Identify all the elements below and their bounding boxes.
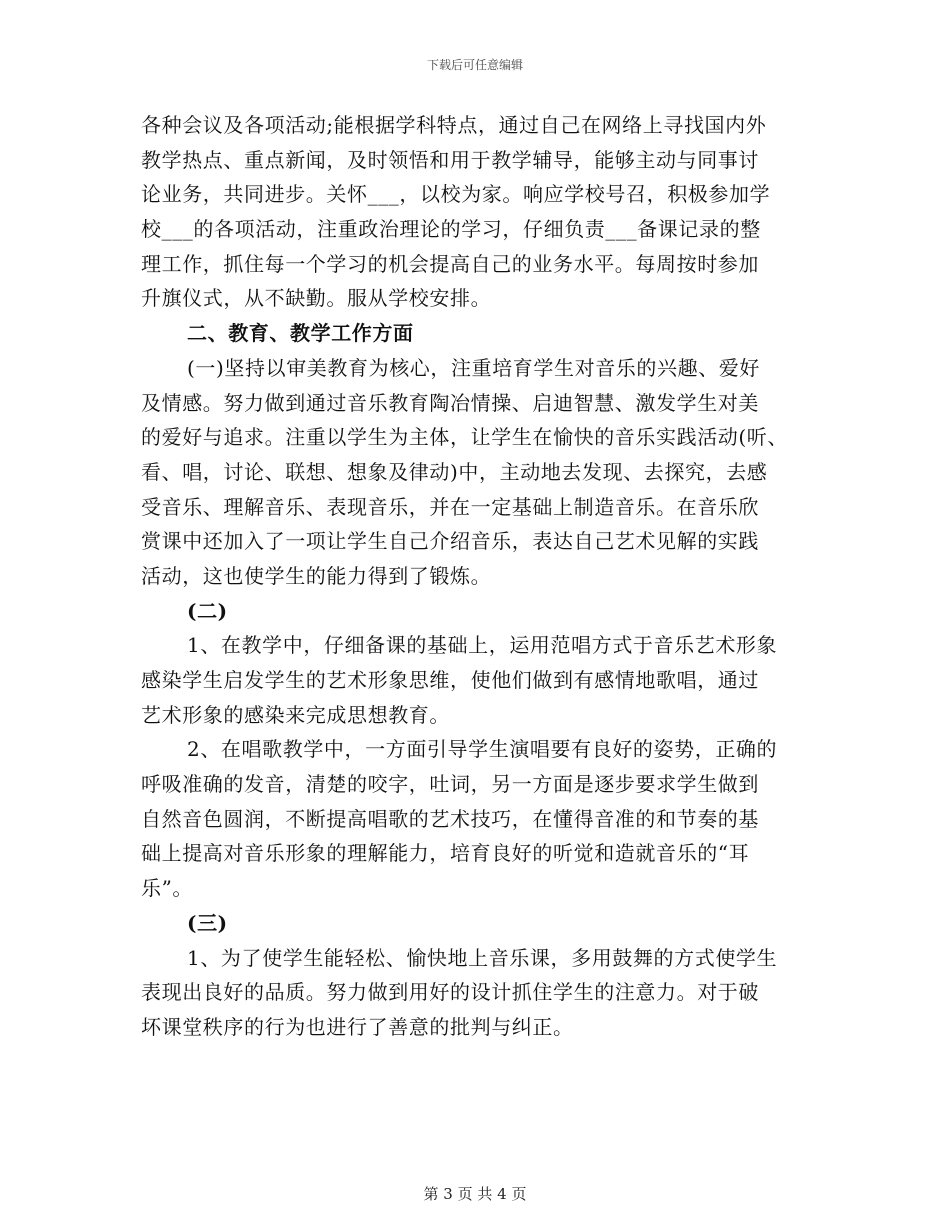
text-line: 自然音色圆润，不断提高唱歌的艺术技巧，在懂得音准的和节奏的基 (141, 806, 759, 831)
text-line: 的爱好与追求。注重以学生为主体，让学生在愉快的音乐实践活动(听、 (141, 425, 789, 450)
text-line: 2、在唱歌教学中，一方面引导学生演唱要有良好的姿势，正确的 (187, 737, 778, 762)
text-line: 看、唱，讨论、联想、想象及律动)中，主动地去发现、去探究，去感 (141, 459, 768, 484)
text-line: 1、在教学中，仔细备课的基础上，运用范唱方式于音乐艺术形象 (187, 633, 778, 658)
text-line: 础上提高对音乐形象的理解能力，培育良好的听觉和造就音乐的“耳 (141, 841, 750, 866)
page-footer: 第 3 页 共 4 页 (423, 1185, 527, 1203)
text-line: 1、为了使学生能轻松、愉快地上音乐课，多用鼓舞的方式使学生 (187, 945, 778, 970)
text-line: 论业务，共同进步。关怀___，以校为家。响应学校号召，积极参加学 (141, 182, 771, 207)
text-line: 感染学生启发学生的艺术形象思维，使他们做到有感情地歌唱，通过 (141, 668, 759, 692)
text-line: (一)坚持以审美教育为核心，注重培育学生对音乐的兴趣、爱好 (187, 355, 761, 380)
text-line: 表现出良好的品质。努力做到用好的设计抓住学生的注意力。对于破 (141, 980, 759, 1005)
text-line: 理工作，抓住每一个学习的机会提高自己的业务水平。每周按时参加 (141, 251, 759, 276)
text-line: 各种会议及各项活动;能根据学科特点，通过自己在网络上寻找国内外 (141, 113, 767, 137)
text-line: 教学热点、重点新闻，及时领悟和用于教学辅导，能够主动与同事讨 (141, 147, 759, 172)
text-line: 校___的各项活动，注重政治理论的学习，仔细负责___备课记录的整 (141, 217, 761, 242)
text-line: 升旗仪式，从不缺勤。服从学校安排。 (141, 286, 492, 311)
text-line: 及情感。努力做到通过音乐教育陶冶情操、启迪智慧、激发学生对美 (141, 390, 759, 415)
text-line: 活动，这也使学生的能力得到了锻炼。 (141, 563, 492, 588)
text-line: 赏课中还加入了一项让学生自己介绍音乐，表达自己艺术见解的实践 (141, 529, 759, 554)
section-heading: (三) (187, 910, 228, 935)
text-line: 呼吸准确的发音，清楚的咬字，吐词，另一方面是逐步要求学生做到 (141, 772, 759, 797)
text-line: 坏课堂秩序的行为也进行了善意的批判与纠正。 (141, 1014, 574, 1039)
section-heading: 二、教育、教学工作方面 (187, 321, 414, 346)
page-header: 下载后可任意编辑 (426, 58, 523, 72)
text-line: 艺术形象的感染来完成思想教育。 (141, 702, 450, 727)
document-body (141, 108, 821, 1045)
section-heading: (二) (187, 598, 228, 623)
text-line: 受音乐、理解音乐、表现音乐，并在一定基础上制造音乐。在音乐欣 (141, 494, 759, 519)
text-line: 乐”。 (141, 876, 194, 901)
